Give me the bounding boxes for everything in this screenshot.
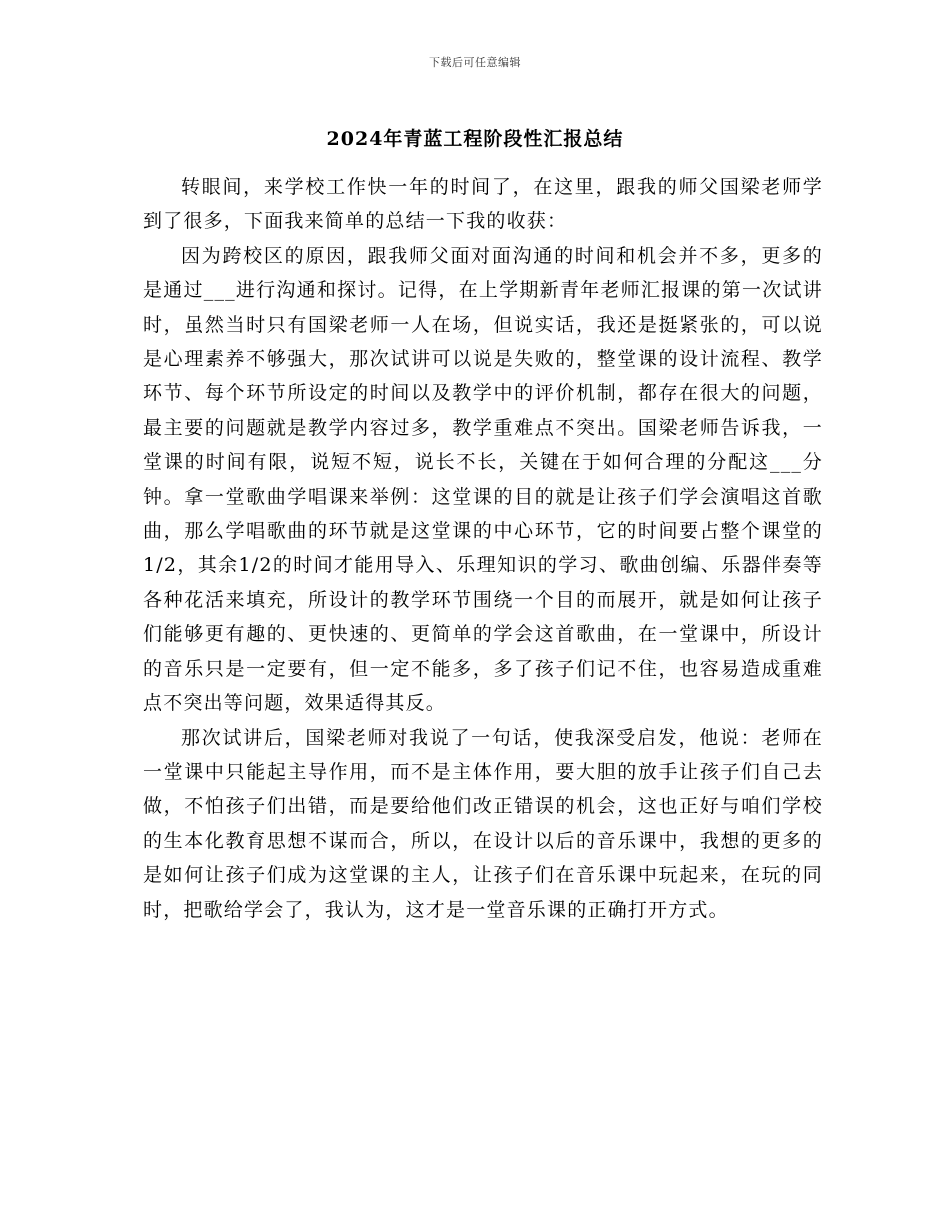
header-note: 下载后可任意编辑 (429, 56, 521, 69)
document-body (143, 170, 823, 927)
paragraph-2: 因为跨校区的原因，跟我师父面对面沟通的时间和机会并不多，更多的是通过___进行沟通和探讨。记得，在上学期新青年老师汇报课的第一次试讲时，虽然当时只有国梁老师一人在场，但说实话，我还是挺紧张的，可以说是心理素养不够强大，那次试讲可以说是失败的，整堂课的设计流程、教学环节、每个环节所设定的时间以及教学中的评价机制，都存在很大的问题，最主要的问题就是教学内容过多，教学重难点不突出。国梁老师告诉我，一堂课的时间有限，说短不短，说长不长，关键在于如何合理的分配这___分钟。拿一堂歌曲学唱课来举例：这堂课的目的就是让孩子们学会演唱这首歌曲，那么学唱歌曲的环节就是这堂课的中心环节，它的时间要占整个课堂的1/2，其余1/2的时间才能用导入、乐理知识的学习、歌曲创编、乐器伴奏等各种花活来填充，所设计的教学环节围绕一个目的而展开，就是如何让孩子们能够更有趣的、更快速的、更简单的学会这首歌曲，在一堂课中，所设计的音乐只是一定要有，但一定不能多，多了孩子们记不住，也容易造成重难点不突出等问题，效果适得其反。 (143, 244, 823, 715)
paragraph-3: 那次试讲后，国梁老师对我说了一句话，使我深受启发，他说：老师在一堂课中只能起主导作用，而不是主体作用，要大胆的放手让孩子们自己去做，不怕孩子们出错，而是要给他们改正错误的机会，这也正好与咱们学校的生本化教育思想不谋而合，所以，在设计以后的音乐课中，我想的更多的是如何让孩子们成为这堂课的主人，让孩子们在音乐课中玩起来，在玩的同时，把歌给学会了，我认为，这才是一堂音乐课的正确打开方式。 (143, 726, 823, 921)
paragraph-1: 转眼间，来学校工作快一年的时间了，在这里，跟我的师父国梁老师学到了很多，下面我来简单的总结一下我的收获： (143, 176, 823, 233)
document-title: 2024年青蓝工程阶段性汇报总结 (326, 128, 624, 150)
